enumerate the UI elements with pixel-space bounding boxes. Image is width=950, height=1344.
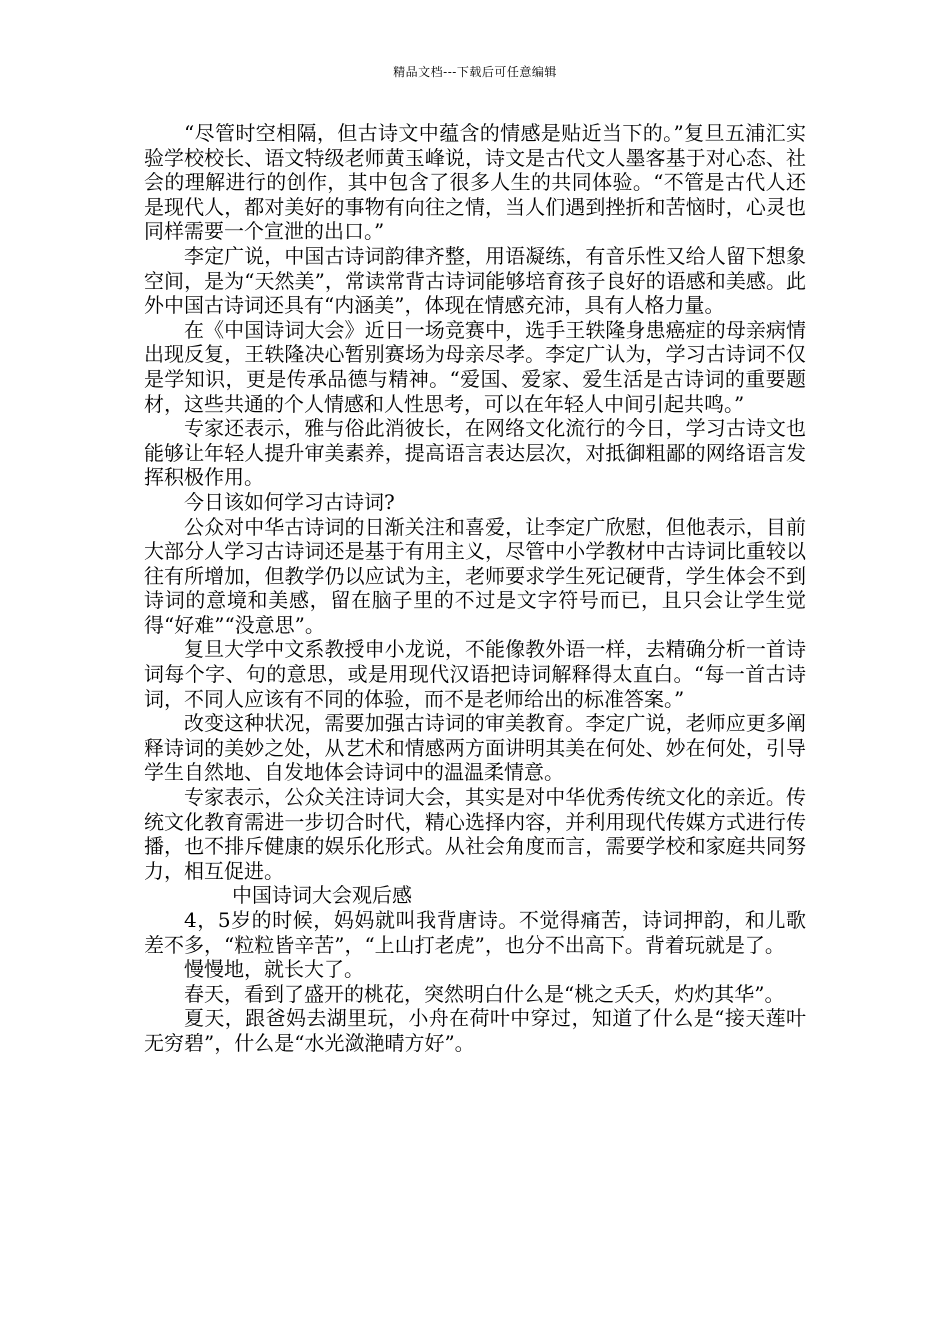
paragraph: 公众对中华古诗词的日渐关注和喜爱，让李定广欣慰，但他表示，目前大部分人学习古诗词还是基于有用主义，尽管中小学教材中古诗词比重较以往有所增加，但教学仍以应试为主，老师要求学生死记硬背，学生体会不到诗词的意境和美感，留在脑子里的不过是文字符号而已，且只会让学生觉得“好难”“没意思”。 — [144, 514, 806, 637]
paragraph: 专家还表示，雅与俗此消彼长，在网络文化流行的今日，学习古诗文也能够让年轻人提升审美素养，提高语言表达层次，对抵御粗鄙的网络语言发挥积极作用。 — [144, 416, 806, 490]
paragraph: 复旦大学中文系教授申小龙说，不能像教外语一样，去精确分析一首诗词每个字、句的意思，或是用现代汉语把诗词解释得太直白。“每一首古诗词，不同人应该有不同的体验，而不是老师给出的标准答案。” — [144, 637, 806, 711]
essay-paragraph: 慢慢地，就长大了。 — [184, 957, 364, 982]
paragraph: “尽管时空相隔，但古诗文中蕴含的情感是贴近当下的。”复旦五浦汇实验学校校长、语文特级老师黄玉峰说，诗文是古代文人墨客基于对心态、社会的理解进行的创作，其中包含了很多人生的共同体验。“不管是古代人还是现代人，都对美好的事物有向往之情，当人们遇到挫折和苦恼时，心灵也同样需要一个宣泄的出口。” — [144, 121, 806, 244]
section-question: 今日该如何学习古诗词? — [184, 489, 395, 514]
essay-paragraph: 春天，看到了盛开的桃花，突然明白什么是“桃之夭夭，灼灼其华”。 — [184, 981, 785, 1006]
paragraph: 在《中国诗词大会》近日一场竞赛中，选手王轶隆身患癌症的母亲病情出现反复，王轶隆决心暂别赛场为母亲尽孝。李定广认为，学习古诗词不仅是学知识，更是传承品德与精神。“爱国、爱家、爱生活是古诗词的重要题材，这些共通的个人情感和人性思考，可以在年轻人中间引起共鸣。” — [144, 317, 806, 416]
essay-paragraph: 夏天，跟爸妈去湖里玩，小舟在荷叶中穿过，知道了什么是“接天莲叶无穷碧”，什么是“水光潋滟晴方好”。 — [144, 1006, 806, 1055]
essay-paragraph: 4，5岁的时候，妈妈就叫我背唐诗。不觉得痛苦，诗词押韵，和儿歌差不多，“粒粒皆辛苦”，“上山打老虎”，也分不出高下。背着玩就是了。 — [144, 908, 806, 957]
essay-title: 中国诗词大会观后感 — [232, 883, 412, 908]
page-header: 精品文档---下载后可任意编辑 — [393, 65, 557, 79]
paragraph: 专家表示，公众关注诗词大会，其实是对中华优秀传统文化的亲近。传统文化教育需进一步切合时代，精心选择内容，并利用现代传媒方式进行传播，也不排斥健康的娱乐化形式。从社会角度而言，需要学校和家庭共同努力，相互促进。 — [144, 785, 806, 883]
document-body — [144, 121, 806, 1056]
paragraph: 李定广说，中国古诗词韵律齐整，用语凝练，有音乐性又给人留下想象空间，是为“天然美”，常读常背古诗词能够培育孩子良好的语感和美感。此外中国古诗词还具有“内涵美”，体现在情感充沛，具有人格力量。 — [144, 243, 806, 318]
paragraph: 改变这种状况，需要加强古诗词的审美教育。李定广说，老师应更多阐释诗词的美妙之处，从艺术和情感两方面讲明其美在何处、妙在何处，引导学生自然地、自发地体会诗词中的温温柔情意。 — [144, 711, 806, 785]
